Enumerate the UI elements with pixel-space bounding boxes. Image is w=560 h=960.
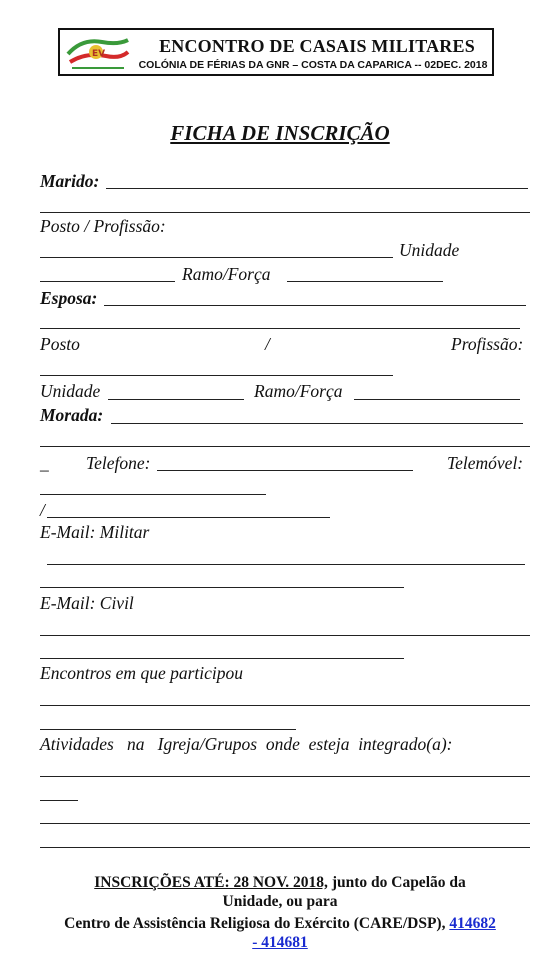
esposa-label: Esposa: xyxy=(40,288,98,308)
unidade-line-2[interactable] xyxy=(108,399,244,400)
encontros-line[interactable] xyxy=(40,705,530,706)
deadline-line-2: Unidade, ou para xyxy=(222,893,338,910)
form-title: FICHA DE INSCRIÇÃO xyxy=(170,121,390,145)
ramo-forca-line-2[interactable] xyxy=(354,399,520,400)
posto-profissao-line-2[interactable] xyxy=(40,375,393,376)
profissao-label: Profissão: xyxy=(451,334,524,354)
email-militar-line-2[interactable] xyxy=(40,587,404,588)
slash-separator: / xyxy=(265,334,270,354)
email-militar-line[interactable] xyxy=(47,564,525,565)
ramo-forca-label: Ramo/Força xyxy=(182,264,271,284)
posto-label: Posto xyxy=(40,334,80,354)
esposa-line-2[interactable] xyxy=(40,328,520,329)
posto-profissao-label: Posto / Profissão: xyxy=(40,216,166,236)
telefone-line[interactable] xyxy=(157,470,413,471)
registration-deadline xyxy=(0,873,560,911)
ramo-forca-label-2: Ramo/Força xyxy=(254,381,343,401)
email-civil-line[interactable] xyxy=(40,635,530,636)
email-civil-line-2[interactable] xyxy=(40,658,404,659)
encontros-label: Encontros em que participou xyxy=(40,663,244,683)
email-militar-label: E-Mail: Militar xyxy=(40,522,150,542)
svg-text:EV: EV xyxy=(92,49,106,59)
deadline-text: INSCRIÇÕES ATÉ: 28 NOV. 2018, xyxy=(94,874,328,891)
ramo-forca-line[interactable] xyxy=(287,281,443,282)
atividades-line-2[interactable] xyxy=(40,800,78,801)
atividades-line-3[interactable] xyxy=(40,823,530,824)
marido-line[interactable] xyxy=(106,188,528,189)
atividades-line[interactable] xyxy=(40,776,530,777)
morada-label: Morada: xyxy=(40,405,104,425)
marido-line-2[interactable] xyxy=(40,212,530,213)
unidade-line[interactable] xyxy=(40,281,175,282)
dash-mark: _ xyxy=(40,453,49,473)
event-logo xyxy=(62,32,134,74)
contact-info xyxy=(0,914,560,952)
unidade-label: Unidade xyxy=(399,240,460,260)
encontros-line-2[interactable] xyxy=(40,729,296,730)
phone-link-2[interactable]: - 414681 xyxy=(252,934,308,951)
atividades-label: Atividades na Igreja/Grupos onde esteja integrado(a): xyxy=(40,734,453,754)
morada-line-2[interactable] xyxy=(40,446,530,447)
morada-line[interactable] xyxy=(111,423,523,424)
event-subtitle: COLÓNIA DE FÉRIAS DA GNR – COSTA DA CAPARICA -- 02DEC. 2018 xyxy=(138,59,488,71)
event-title: ENCONTRO DE CASAIS MILITARES xyxy=(159,36,475,56)
unidade-label-2: Unidade xyxy=(40,381,101,401)
telemovel-label: Telemóvel: xyxy=(447,453,524,473)
phone-link-1[interactable]: 414682 xyxy=(449,915,496,932)
atividades-line-4[interactable] xyxy=(40,847,530,848)
email-civil-label: E-Mail: Civil xyxy=(40,593,134,613)
telemovel-line[interactable] xyxy=(40,494,266,495)
marido-label: Marido: xyxy=(40,171,100,191)
posto-profissao-line[interactable] xyxy=(40,257,393,258)
esposa-line[interactable] xyxy=(104,305,526,306)
event-header xyxy=(58,28,494,76)
telemovel-line-2[interactable] xyxy=(47,517,330,518)
care-center: Centro de Assistência Religiosa do Exército (CARE/DSP), xyxy=(64,915,450,932)
deadline-rest: junto do Capelão da xyxy=(327,874,466,891)
slash-mark: / xyxy=(40,500,45,520)
telefone-label: Telefone: xyxy=(86,453,151,473)
